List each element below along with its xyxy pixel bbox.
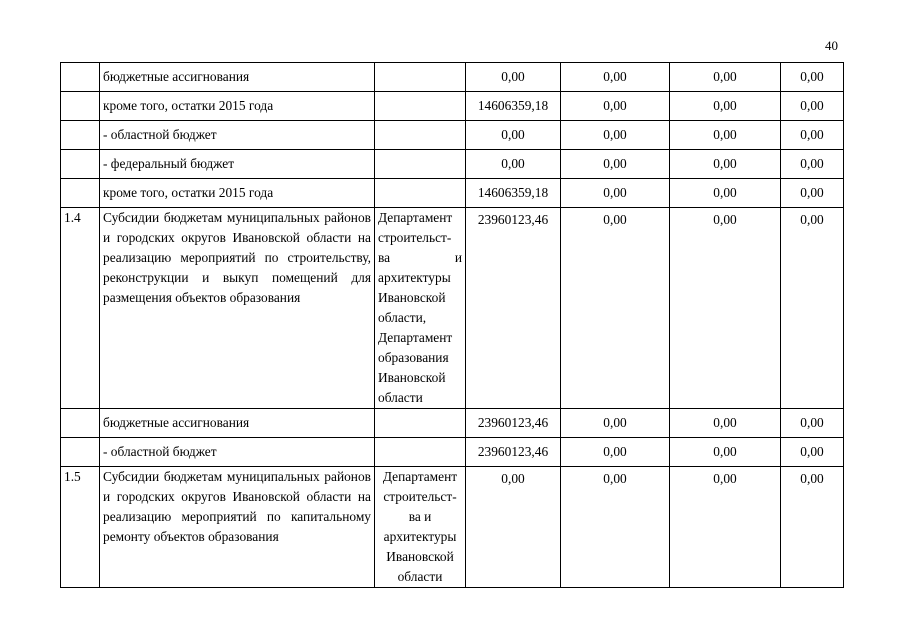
row-index xyxy=(61,121,100,150)
page-number: 40 xyxy=(825,38,838,53)
table-row xyxy=(61,438,844,467)
row-value-2: 0,00 xyxy=(561,208,670,409)
table-row xyxy=(61,208,844,409)
row-department xyxy=(375,63,466,92)
table-row xyxy=(61,150,844,179)
row-value-1: 0,00 xyxy=(466,150,561,179)
row-value-2: 0,00 xyxy=(561,150,670,179)
row-department xyxy=(375,150,466,179)
row-value-1: 0,00 xyxy=(466,121,561,150)
row-value-3: 0,00 xyxy=(670,467,781,588)
row-index: 1.5 xyxy=(61,467,100,588)
row-department xyxy=(375,409,466,438)
row-value-2: 0,00 xyxy=(561,63,670,92)
row-value-4: 0,00 xyxy=(781,63,844,92)
row-value-4: 0,00 xyxy=(781,179,844,208)
row-value-4: 0,00 xyxy=(781,467,844,588)
row-name: - областной бюджет xyxy=(100,121,375,150)
row-index xyxy=(61,179,100,208)
row-index xyxy=(61,438,100,467)
row-value-2: 0,00 xyxy=(561,179,670,208)
row-value-3: 0,00 xyxy=(670,179,781,208)
row-name: кроме того, остатки 2015 года xyxy=(100,179,375,208)
row-department: Департамент строительст-ва и архитектуры Ивановской области, Департамент образования Ивановской области xyxy=(375,208,466,409)
row-name: кроме того, остатки 2015 года xyxy=(100,92,375,121)
row-value-3: 0,00 xyxy=(670,409,781,438)
row-name: - федеральный бюджет xyxy=(100,150,375,179)
row-index xyxy=(61,150,100,179)
row-value-2: 0,00 xyxy=(561,409,670,438)
table-row xyxy=(61,92,844,121)
row-value-2: 0,00 xyxy=(561,92,670,121)
row-value-1: 23960123,46 xyxy=(466,438,561,467)
row-value-4: 0,00 xyxy=(781,92,844,121)
row-name: бюджетные ассигнования xyxy=(100,63,375,92)
row-value-4: 0,00 xyxy=(781,121,844,150)
row-value-1: 23960123,46 xyxy=(466,409,561,438)
row-value-4: 0,00 xyxy=(781,208,844,409)
table-row xyxy=(61,409,844,438)
row-name: - областной бюджет xyxy=(100,438,375,467)
row-department xyxy=(375,438,466,467)
row-department xyxy=(375,179,466,208)
row-department: Департамент строительст-ва и архитектуры Ивановской области xyxy=(375,467,466,588)
row-value-1: 14606359,18 xyxy=(466,179,561,208)
row-value-1: 0,00 xyxy=(466,467,561,588)
row-value-4: 0,00 xyxy=(781,409,844,438)
row-name: Субсидии бюджетам муниципальных районов и городских округов Ивановской области на реализацию мероприятий по капитальному ремонту объектов образования xyxy=(100,467,375,588)
budget-table xyxy=(60,62,844,588)
row-index: 1.4 xyxy=(61,208,100,409)
row-department xyxy=(375,92,466,121)
row-value-2: 0,00 xyxy=(561,467,670,588)
row-value-1: 14606359,18 xyxy=(466,92,561,121)
row-value-3: 0,00 xyxy=(670,150,781,179)
row-index xyxy=(61,92,100,121)
table-row xyxy=(61,121,844,150)
row-value-2: 0,00 xyxy=(561,438,670,467)
row-name: Субсидии бюджетам муниципальных районов и городских округов Ивановской области на реализацию мероприятий по строительству, реконструкции и выкуп помещений для размещения объектов образования xyxy=(100,208,375,409)
row-value-4: 0,00 xyxy=(781,438,844,467)
row-department xyxy=(375,121,466,150)
row-name: бюджетные ассигнования xyxy=(100,409,375,438)
table-row xyxy=(61,179,844,208)
row-value-2: 0,00 xyxy=(561,121,670,150)
row-value-3: 0,00 xyxy=(670,63,781,92)
row-value-3: 0,00 xyxy=(670,121,781,150)
row-value-3: 0,00 xyxy=(670,208,781,409)
row-value-4: 0,00 xyxy=(781,150,844,179)
row-value-3: 0,00 xyxy=(670,92,781,121)
row-value-1: 0,00 xyxy=(466,63,561,92)
row-value-1: 23960123,46 xyxy=(466,208,561,409)
row-index xyxy=(61,63,100,92)
row-value-3: 0,00 xyxy=(670,438,781,467)
table-row xyxy=(61,467,844,588)
table-row xyxy=(61,63,844,92)
row-index xyxy=(61,409,100,438)
